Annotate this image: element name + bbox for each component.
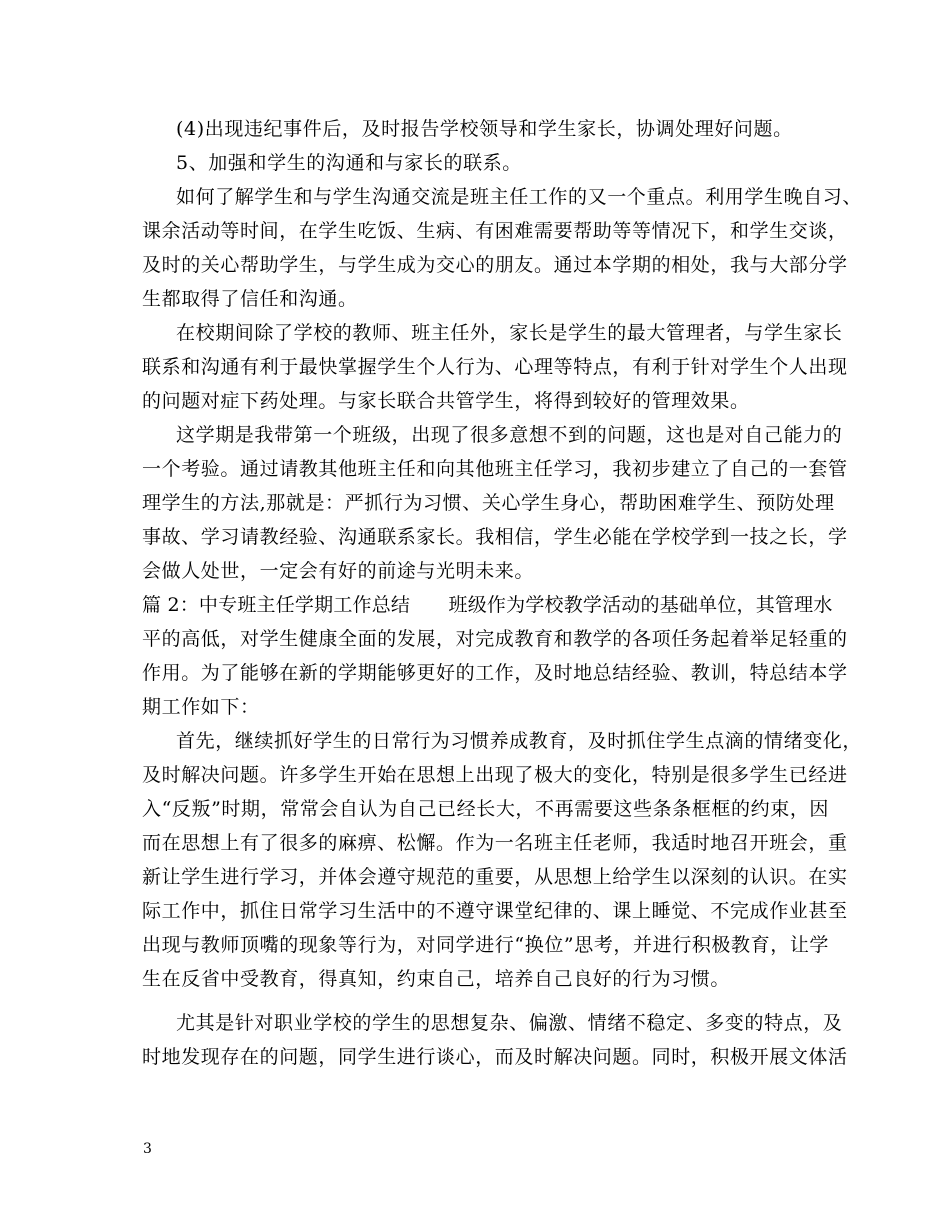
paragraph-line: 尤其是针对职业学校的学生的思想复杂、偏激、情绪不稳定、多变的特点，及 (176, 1012, 843, 1034)
paragraph-line: (4)出现违纪事件后，及时报告学校领导和学生家长，协调处理好问题。 (176, 118, 793, 140)
paragraph-line: 会做人处世，一定会有好的前途与光明未来。 (142, 560, 535, 582)
paragraph-line: 及时解决问题。许多学生开始在思想上出现了极大的变化，特别是很多学生已经进 (142, 764, 848, 786)
paragraph-line: 及时的关心帮助学生，与学生成为交心的朋友。通过本学期的相处，我与大部分学 (142, 254, 848, 276)
paragraph-line: 作用。为了能够在新的学期能够更好的工作，及时地总结经验、教训，特总结本学 (142, 662, 848, 684)
paragraph-line: 联系和沟通有利于最快掌握学生个人行为、心理等特点，有利于针对学生个人出现 (142, 356, 848, 378)
paragraph-line: 而在思想上有了很多的麻痹、松懈。作为一名班主任老师，我适时地召开班会，重 (142, 832, 848, 854)
section-heading-line: 篇 2：中专班主任学期工作总结 班级作为学校教学活动的基础单位，其管理水 (142, 594, 833, 616)
paragraph-line: 事故、学习请教经验、沟通联系家长。我相信，学生必能在学校学到一技之长，学 (142, 526, 848, 548)
paragraph-line: 5、加强和学生的沟通和与家长的联系。 (176, 152, 522, 174)
paragraph-line: 在校期间除了学校的教师、班主任外，家长是学生的最大管理者，与学生家长 (176, 322, 843, 344)
paragraph-line: 时地发现存在的问题，同学生进行谈心，而及时解决问题。同时，积极开展文体活 (142, 1046, 848, 1068)
paragraph-line: 期工作如下： (142, 696, 260, 718)
paragraph-line: 课余活动等时间，在学生吃饭、生病、有困难需要帮助等等情况下，和学生交谈， (142, 220, 848, 242)
paragraph-line: 首先，继续抓好学生的日常行为习惯养成教育，及时抓住学生点滴的情绪变化， (176, 730, 863, 752)
page-number: 3 (143, 1141, 152, 1157)
paragraph-line: 入“反叛”时期，常常会自认为自己已经长大，不再需要这些条条框框的约束，因 (142, 798, 830, 820)
paragraph-line: 平的高低，对学生健康全面的发展，对完成教育和教学的各项任务起着举足轻重的 (142, 628, 848, 650)
paragraph-line: 生都取得了信任和沟通。 (142, 288, 358, 310)
paragraph-line: 际工作中，抓住日常学习生活中的不遵守课堂纪律的、课上睡觉、不完成作业甚至 (142, 900, 848, 922)
paragraph-line: 生在反省中受教育，得真知，约束自己，培养自己良好的行为习惯。 (142, 968, 731, 990)
paragraph-line: 出现与教师顶嘴的现象等行为，对同学进行“换位”思考，并进行积极教育，让学 (142, 934, 830, 956)
paragraph-line: 理学生的方法,那就是：严抓行为习惯、关心学生身心，帮助困难学生、预防处理 (142, 492, 835, 514)
paragraph-line: 一个考验。通过请教其他班主任和向其他班主任学习，我初步建立了自己的一套管 (142, 458, 848, 480)
paragraph-line: 如何了解学生和与学生沟通交流是班主任工作的又一个重点。利用学生晚自习、 (176, 186, 863, 208)
paragraph-line: 新让学生进行学习，并体会遵守规范的重要，从思想上给学生以深刻的认识。在实 (142, 866, 848, 888)
paragraph-line: 这学期是我带第一个班级，出现了很多意想不到的问题，这也是对自己能力的 (176, 424, 843, 446)
paragraph-line: 的问题对症下药处理。与家长联合共管学生，将得到较好的管理效果。 (142, 390, 750, 412)
